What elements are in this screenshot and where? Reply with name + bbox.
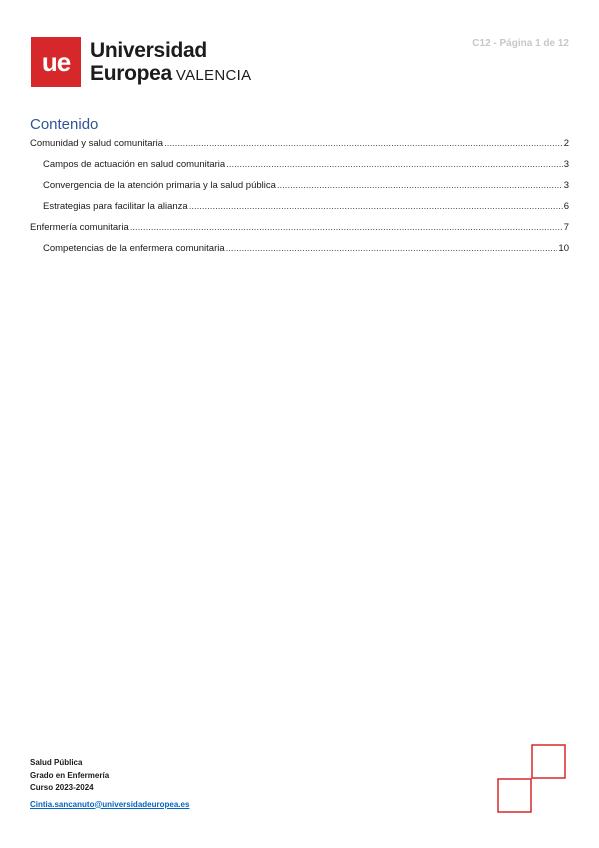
toc-entry-text: Competencias de la enfermera comunitaria — [43, 243, 225, 254]
toc-entry-text: Enfermería comunitaria — [30, 222, 129, 233]
toc-entry-text: Estrategias para facilitar la alianza — [43, 201, 188, 212]
page-footer — [30, 757, 189, 811]
logo-wordmark — [90, 39, 251, 87]
toc-leader — [226, 242, 558, 255]
decorative-squares-graphic — [497, 744, 567, 814]
footer-course: Salud Pública — [30, 758, 83, 767]
footer-degree: Grado en Enfermería — [30, 770, 110, 780]
logo-mark: ue — [31, 37, 81, 87]
toc-leader — [189, 200, 563, 213]
toc-entry-text: Campos de actuación en salud comunitaria — [43, 159, 226, 170]
footer-year: Curso 2023-2024 — [30, 783, 94, 792]
toc-leader — [130, 221, 563, 234]
toc-entry-page: 6 — [563, 201, 569, 212]
toc-entry[interactable] — [30, 242, 569, 263]
table-of-contents — [30, 137, 569, 263]
toc-entry-text: Comunidad y salud comunitaria — [30, 138, 164, 149]
toc-entry[interactable] — [30, 221, 569, 242]
toc-entry-page: 3 — [563, 159, 569, 170]
toc-entry-page: 3 — [563, 180, 569, 191]
toc-leader — [164, 137, 563, 150]
toc-entry[interactable] — [30, 179, 569, 200]
toc-leader — [277, 179, 563, 192]
logo-line-2-bold: Europea — [90, 62, 172, 85]
logo-line-2 — [90, 62, 251, 87]
toc-entry-text: Convergencia de la atención primaria y la salud pública — [43, 180, 276, 191]
toc-entry[interactable] — [30, 137, 569, 158]
page-number: C12 - Página 1 de 12 — [472, 38, 569, 49]
footer-email-link[interactable]: Cintia.sancanuto@universidadeuropea.es — [30, 799, 190, 809]
toc-entry[interactable] — [30, 200, 569, 221]
logo-line-2-light: VALENCIA — [175, 67, 252, 84]
toc-entry[interactable] — [30, 158, 569, 179]
toc-entry-page: 2 — [563, 138, 569, 149]
logo-line-1: Universidad — [90, 39, 207, 62]
toc-leader — [226, 158, 563, 171]
toc-entry-page: 7 — [563, 222, 569, 233]
toc-entry-page: 10 — [558, 243, 569, 254]
toc-title: Contenido — [30, 116, 99, 133]
